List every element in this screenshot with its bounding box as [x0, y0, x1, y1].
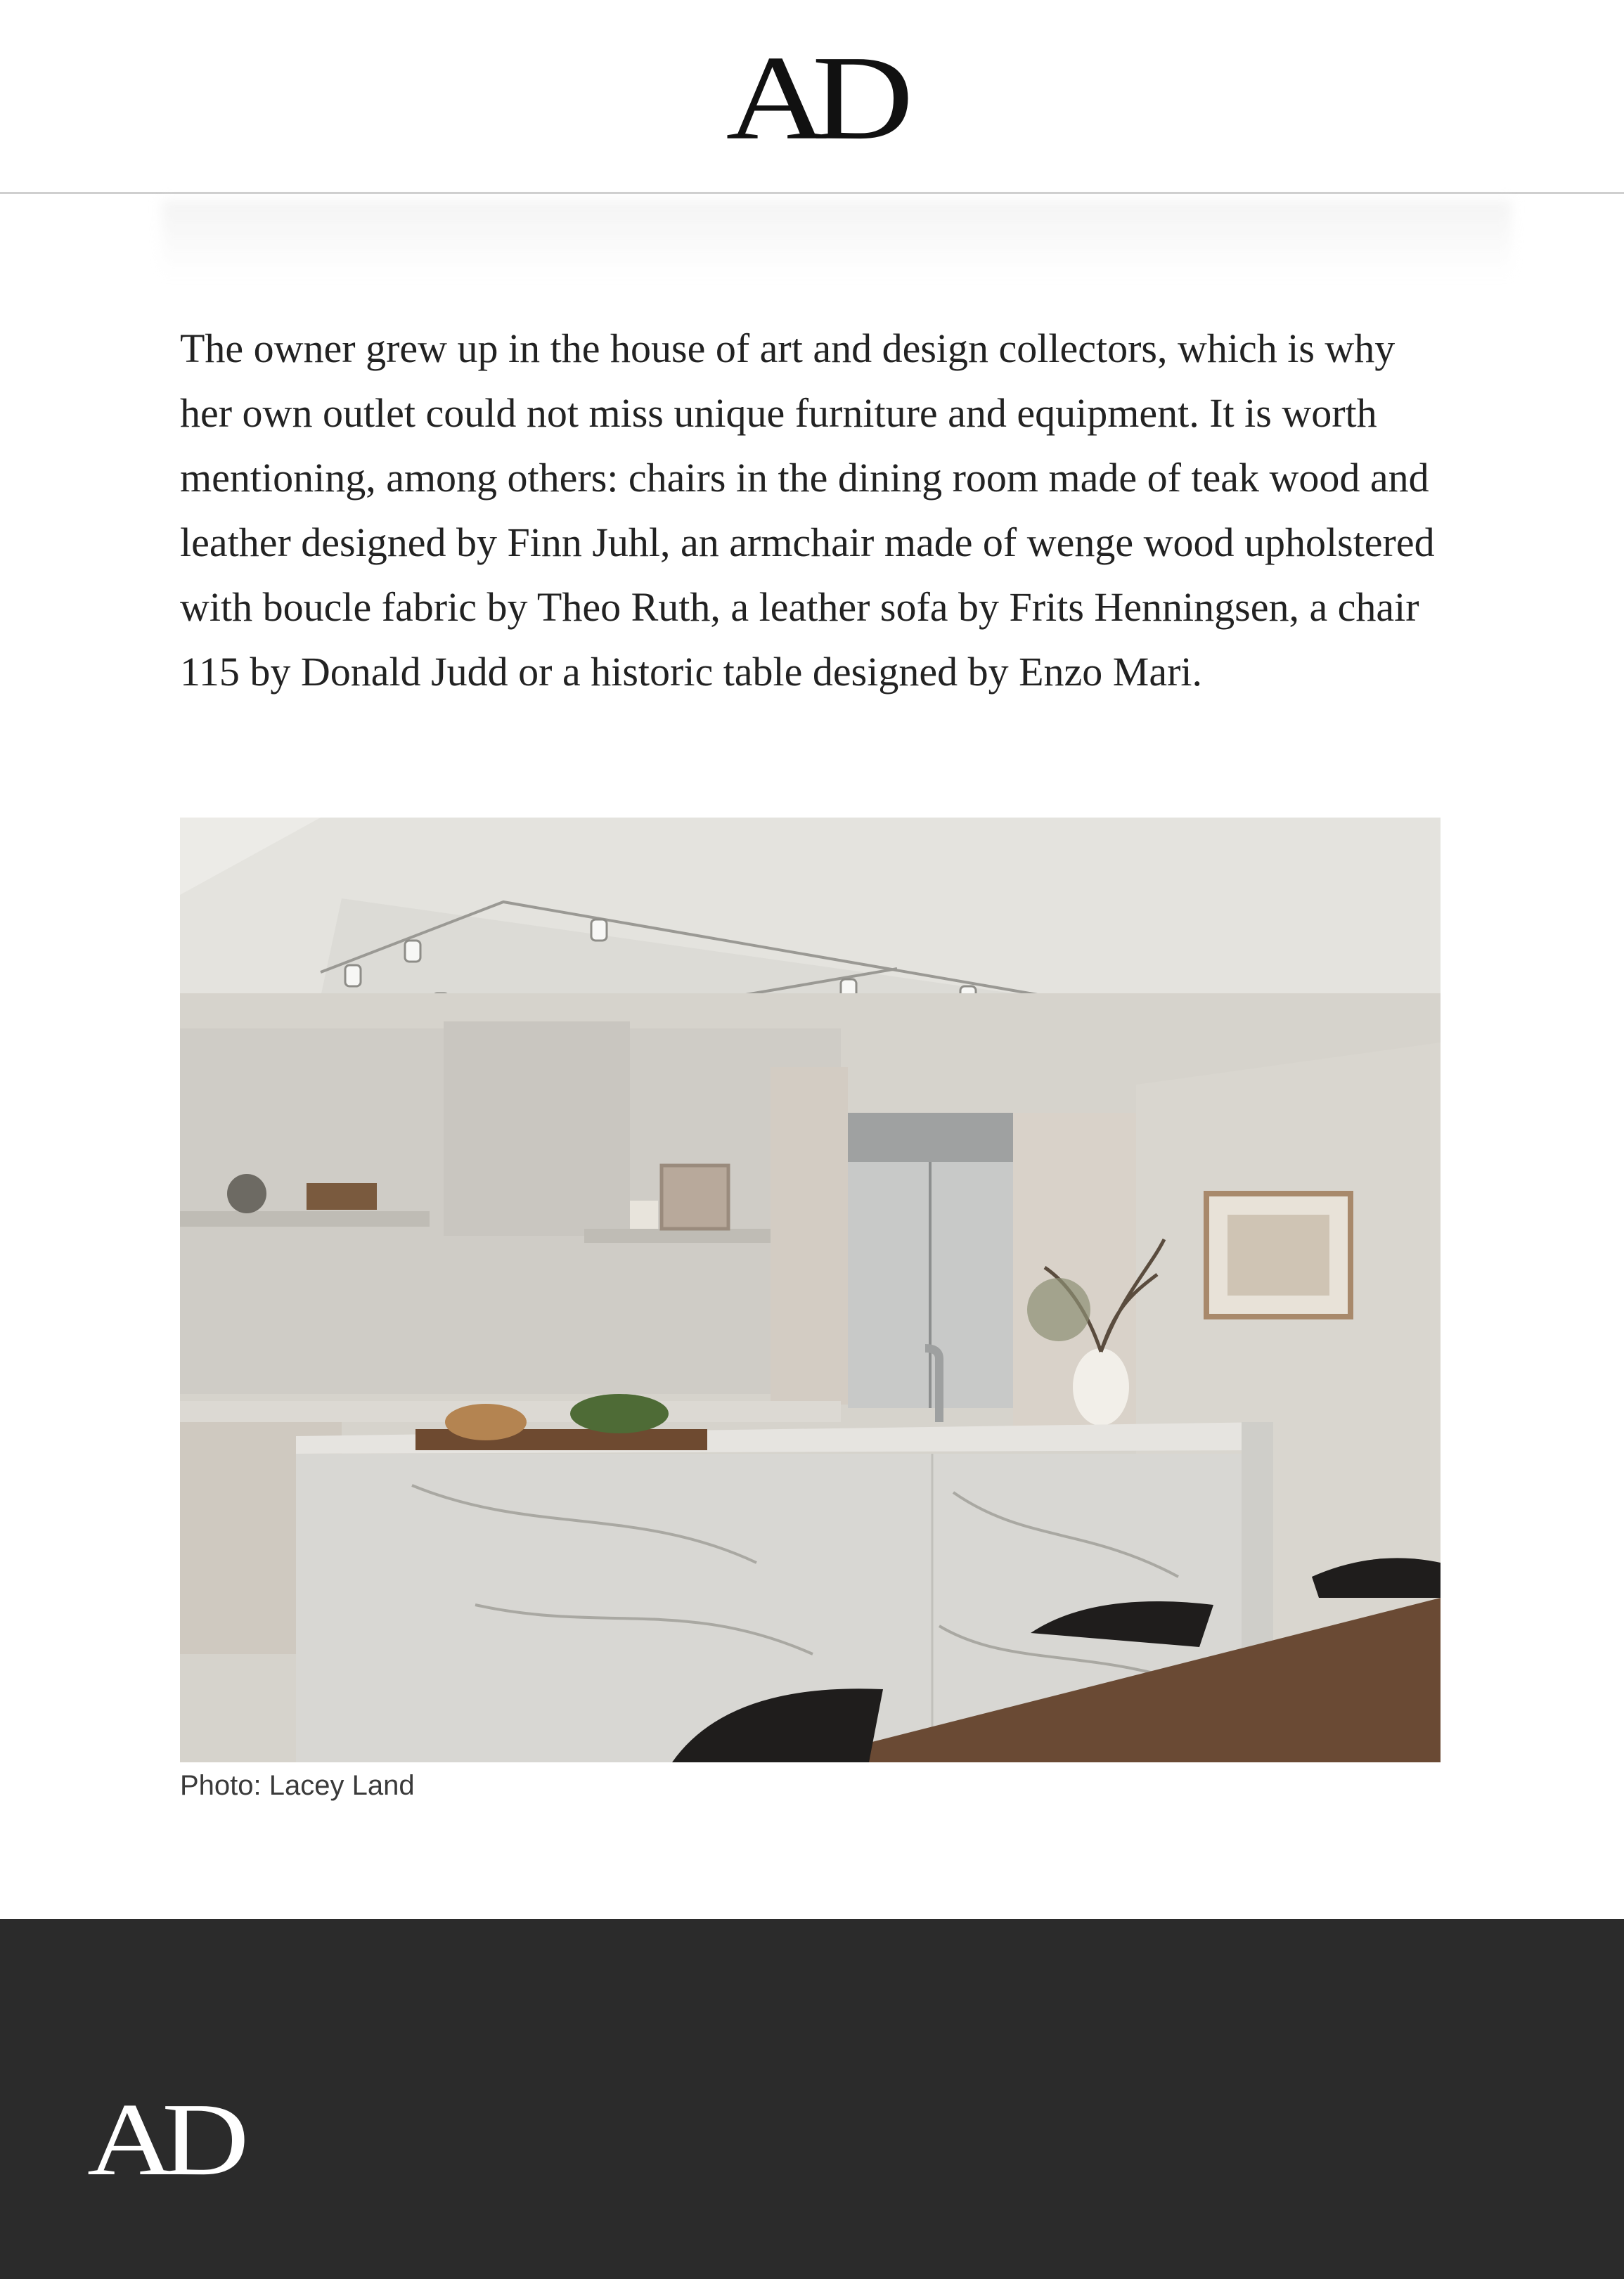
kitchen-illustration — [180, 818, 1441, 1762]
photo-caption: Photo: Lacey Land — [180, 1770, 415, 1801]
site-header — [0, 0, 1624, 194]
site-footer — [0, 1919, 1624, 2279]
faded-image-edge — [162, 200, 1512, 278]
ad-logo[interactable]: AD — [726, 31, 898, 165]
kitchen-photo[interactable] — [180, 818, 1441, 1762]
article-paragraph: The owner grew up in the house of art and design collectors, which is why her own outlet could not miss unique furniture and equipment. It is worth mentioning, among others: chairs in the dining room made of teak wood and leather designed by Finn Juhl, an armchair made of wenge wood upholstered with boucle fabric by Theo Ruth, a leather sofa by Frits Henningsen, a chair 115 by Donald Judd or a historic table designed by Enzo Mari. — [180, 325, 1435, 695]
ad-logo-footer[interactable]: AD — [87, 2082, 237, 2197]
